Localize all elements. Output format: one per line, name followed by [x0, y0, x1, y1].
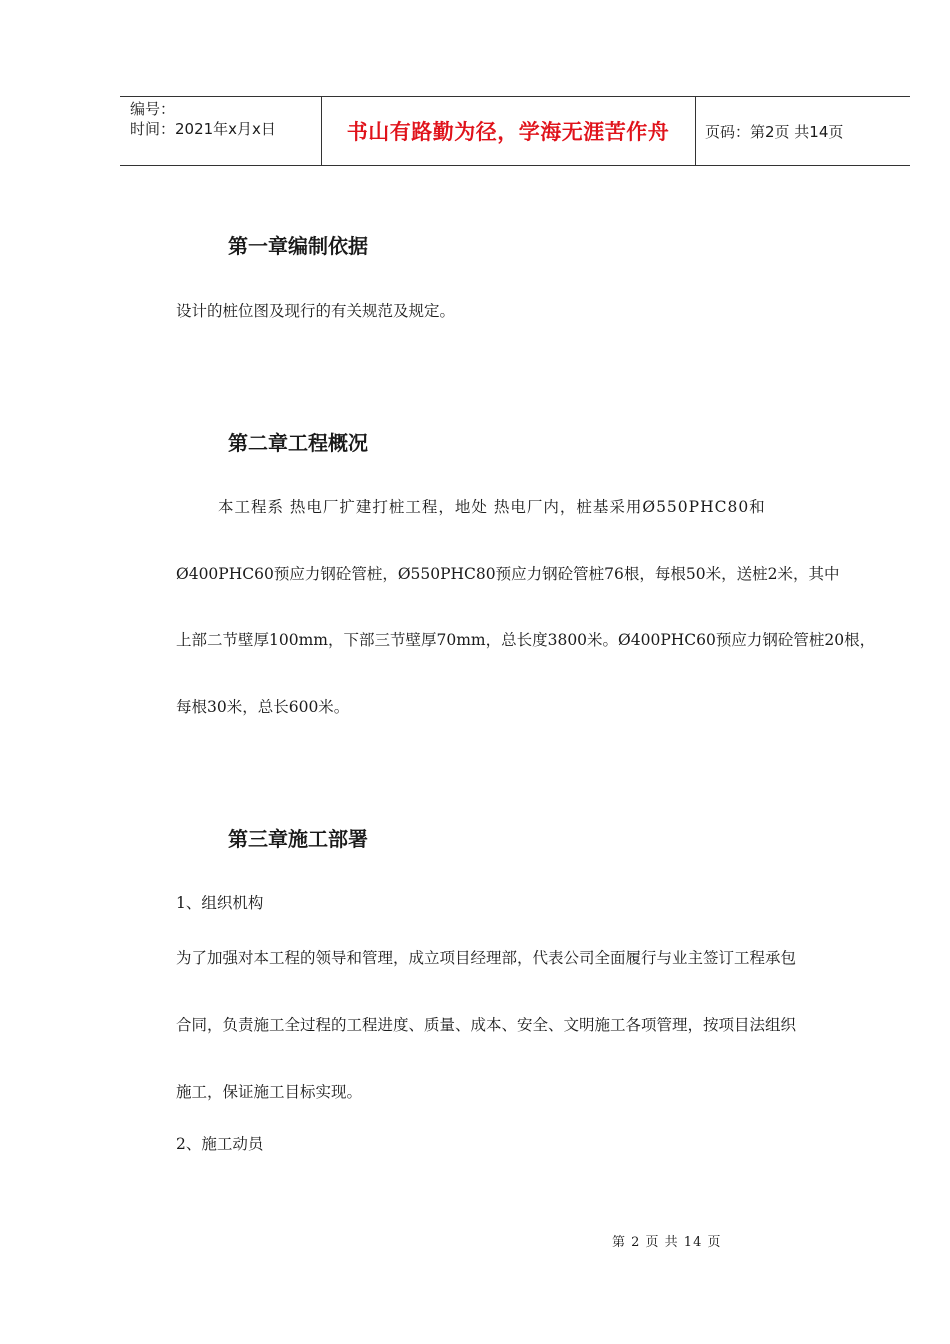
chapter-3-title: 第三章施工部署 [228, 827, 368, 851]
chapter-3-line: 施工，保证施工目标实现。 [176, 1083, 363, 1101]
page-header [120, 96, 910, 166]
chapter-3-line: 为了加强对本工程的领导和管理，成立项目经理部，代表公司全面履行与业主签订工程承包 [176, 949, 797, 967]
chapter-1-title: 第一章编制依据 [228, 234, 368, 258]
serial-number-label: 编号： [130, 100, 176, 118]
header-meta [130, 99, 276, 139]
chapter-2-line: Ø400PHC60预应力钢砼管桩，Ø550PHC80预应力钢砼管桩76根，每根50米，送桩2米，其中 [176, 565, 840, 583]
header-divider [695, 97, 696, 165]
chapter-1-line: 设计的桩位图及现行的有关规范及规定。 [176, 302, 456, 320]
chapter-3-line: 2、施工动员 [176, 1135, 264, 1153]
chapter-2-line: 本工程系 热电厂扩建打桩工程，地处 热电厂内，桩基采用Ø550PHC80和 [218, 498, 766, 516]
chapter-2-line: 上部二节壁厚100mm，下部三节壁厚70mm，总长度3800米。Ø400PHC60预应力钢砼管桩20根， [176, 631, 876, 649]
page-footer: 第 2 页 共 14 页 [612, 1235, 722, 1250]
chapter-3-line: 合同，负责施工全过程的工程进度、质量、成本、安全、文明施工各项管理，按项目法组织 [176, 1016, 797, 1034]
chapter-3-line: 1、组织机构 [176, 894, 264, 912]
time-label: 时间：2021年x月x日 [130, 120, 276, 138]
chapter-2-title: 第二章工程概况 [228, 431, 368, 455]
header-page-info: 页码：第2页 共14页 [705, 123, 844, 141]
chapter-2-line: 每根30米，总长600米。 [176, 698, 350, 716]
header-motto: 书山有路勤为径，学海无涯苦作舟 [346, 120, 670, 144]
